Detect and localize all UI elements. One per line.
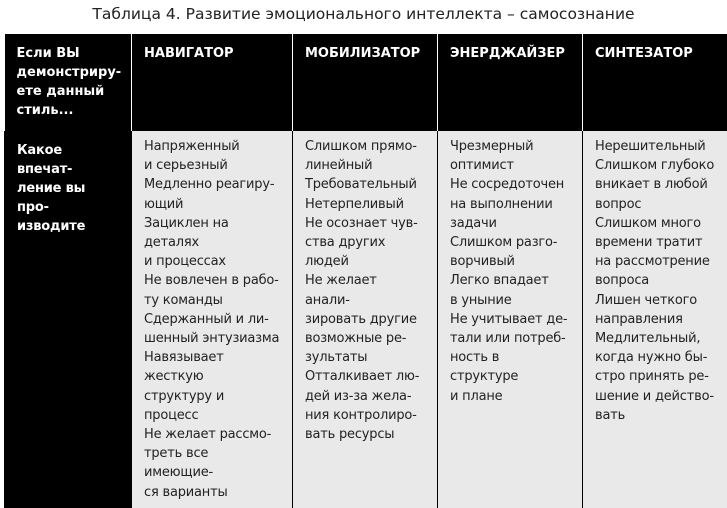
cell-energizer: Чрезмерный оптимист Не сосредоточен на выполнении задачи Слишком разго- ворчивый Легко впадает в уныние Не учитывает де- тали или потреб- ность в структуре и плане (438, 131, 583, 508)
column-header-mobilizer: МОБИЛИЗАТОР (293, 34, 438, 131)
cell-mobilizer: Слишком прямо- линейный Требовательный Нетерпеливый Не осознает чув- ства других людей Не желает анали- зировать другие возможные ре- зультаты Отталкивает лю- дей из-за жела- ния контролиро- вать ресурсы (293, 131, 438, 508)
cell-navigator: Напряженный и серьезный Медленно реагиру- ющий Зациклен на деталях и процессах Не вовлечен в рабо- ту команды Сдержанный и ли- шенный энтузиазма Навязывает жесткую структуру и процесс Не желает рассмо- треть все имеющие- ся варианты (132, 131, 293, 508)
column-header-energizer: ЭНЕРДЖАЙЗЕР (438, 34, 583, 131)
column-header-navigator: НАВИГАТОР (132, 34, 293, 131)
row-label: Какое впечат- ление вы про- изводите (5, 131, 132, 508)
emotional-intelligence-table (4, 34, 727, 508)
table-row (5, 131, 727, 508)
header-row (5, 34, 727, 131)
column-header-synthesizer: СИНТЕЗАТОР (583, 34, 727, 131)
table-title: Таблица 4. Развитие эмоционального интеллекта – самосознание (0, 5, 727, 23)
row-label-header: Если ВЫ демонстриру- ете данный стиль... (5, 34, 132, 131)
cell-synthesizer: Нерешительный Слишком глубоко вникает в любой вопрос Слишком много времени тратит на рассмотрение вопроса Лишен четкого направления Медлительный, когда нужно бы- стро принять ре- шение и действо- вать (583, 131, 727, 508)
